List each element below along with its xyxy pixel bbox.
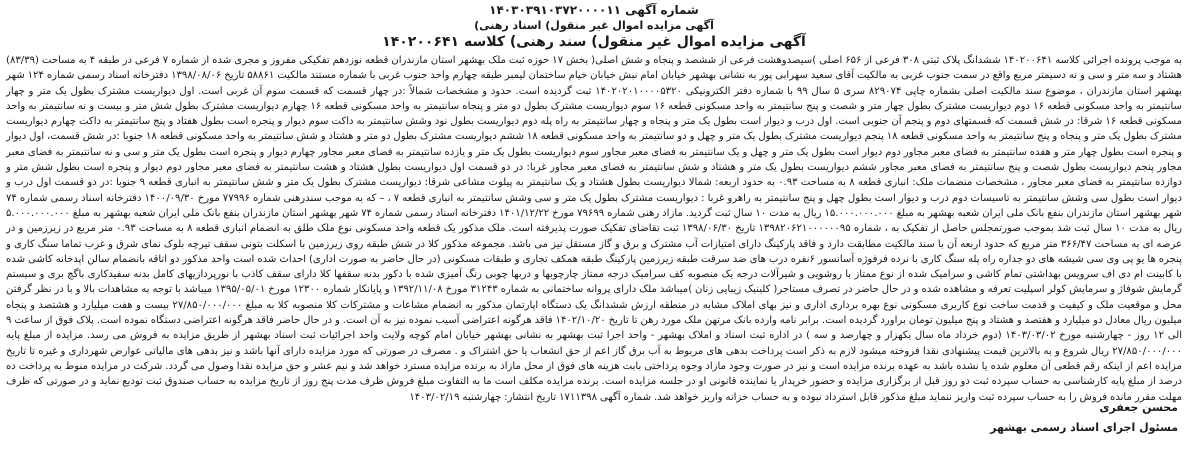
notice-subtitle: آگهی مزایده اموال غیر منقول) اسناد رهنی) [474,19,714,32]
notice-title: آگهی مزایده اموال غیر منقول) سند رهنی) کلاسه ۱۴۰۲۰۰۶۴۱ [382,34,806,50]
signatory-position: مسئول اجرای اسناد رسمی بهشهر [990,421,1178,434]
notice-body: به موجب پرونده اجرائی کلاسه ۱۴۰۲۰۰۶۴۱ ششدانگ پلاک ثبتی ۳۰۸ فرعی از ۶۵۶ اصلی )سیصدوهشت فرعی از ششصد و پنجاه و شش اصلی( بخش ۱۷ حوزه ثبت ملک بهشهر استان مازندران قطعه نوزدهم تفکیکی مفروز و مجری شده از شماره ۷ فرعی در طبقه ۴ به مساحت (۸۳/۳۹) هشتاد و سه متر و سی و نه دسیمتر مربع واقع در سمت جنوب غربی به مالکیت آقای سعید سهرابی پور به نشانی بهشهر خیابان امام نبش خیابان خیام ساختمان لیمبر طبقه چهارم واحد جنوب غربی با شماره مستند مالکیت ۵۸۸۶۱ تاریخ ۱۳۹۸/۰۸/۰۶ دفترخانه اسناد رسمی شماره ۱۲۴ شهر بهشهر استان مازندران ، موضوع سند مالکیت اصلی بشماره چاپی ۸۲۹۰۷۴ سری ۵ سال ۹۹ با شماره دفتر الکترونیکی ۱۴۰۲۰۲۰۱۰۰۰۰۵۳۲۰ ثبت گردیده است. حدود و مشخصات شمالاً :در چهار قسمت که قسمت سوم آن غربی است. اول دیواریست مشترک بطول یک متر و چهار سانتیمتر به واحد مسکونی قطعه ۱۶ دوم دیواریست مشترک بطول چهار متر و شصت و پنج سانتیمتر به واحد مسکونی قطعه ۱۶ سوم دیواریست مشترک بطول دو متر و پنجاه سانتیمتر به واحد مسکونی قطعه ۱۶ چهارم دیواریست مشترک بطول شش متر و بیست و نه سانتیمتر به واحد مسکونی قطعه ۱۶ شرقا: در شش قسمت که قسمتهای دوم و پنجم آن جنوبی است. اول درب و دیوار است بطول یک متر و پنجاه و چهار سانتیمتر به راه پله دوم دیواریست بطول نود وشش سانتیمتر به داکت سوم دیوار و پنجره است بطول هفتاد و پنج سانتیمتر به داکت چهارم دیواریست مشترک بطول یک متر و پنجاه و پنج سانتیمتر به واحد مسکونی قطعه ۱۸ پنجم دیواریست مشترک بطول یک متر و چهل و دو سانتیمتر به واحد مسکونی قطعه ۱۸ ششم دیواریست مشترک بطول دو متر و هشتاد و شش سانتیمتر به واحد مسکونی قطعه ۱۸ جنوبا :در شش قسمت، اول دیوار و پنجره است بطول چهار متر و هفده سانتیمتر به فضای معبر مجاور دوم دیوار است بطول یک متر و چهل و یک سانتیمتر به فضای معبر مجاور سوم دیواریست بطول یک متر و یازده سانتیمتر به فضای معبر مجاور چهارم دیوار و پنجره است بطول یک متر و سی و نه سانتیمتر به فضای معبر مجاور پنجم دیواریست بطول شصت و پنج سانتیمتر به فضای معبر مجاور ششم دیواریست بطول یک متر و هشتاد و شش سانتیمتر به فضای معبر مجاور غربا: در دو قسمت اول دیواریست بطول هشتاد و هشت سانتیمتر به فضای معبر مجاور دوم دیوار و پنجره است بطول شش متر و دوازده سانتیمتر به فضای معبر مجاور ، مشخصات منضمات ملک: انباری قطعه ۸ به مساحت ۰.۹۳ به حدود اربعه: شمالا دیواریست بطول هشتاد و یک سانتیمتر به پیلوت مشاعی شرقا: دیواریست مشترک بطول یک متر و شش سانتیمتر به انباری قطعه ۹ جنوبا :در دو قسمت اول درب و دیوار است بطول سی وشش سانتیمتر به تاسیسات دوم درب و دیوار است بطول چهل و پنج سانتیمتر به راهرو غربا : دیواریست مشترک بطول یک متر و سی وشش سانتیمتر به انباری قطعه ۷ ، – که به موجب سندرهنی شماره ۷۷۹۹۶ مورخ ۱۴۰۰/۰۹/۳۰ دفترخانه اسناد رسمی شماره ۷۴ شهر بهشهر استان مازندران بنفع بانک ملی ایران شعبه بهشهر به مبلغ ۱۵.۰۰۰.۰۰۰.۰۰۰ ریال به مدت ۱۰ سال ثبت گردید. مازاد رهنی شماره ۷۹۶۹۹ مورخ ۱۴۰۱/۱۲/۲۲ دفترخانه اسناد رسمی شماره ۷۴ شهر بهشهر استان مازندران بنفع بانک ملی ایران شعبه بهشهر به مبلغ ۵.۰۰۰.۰۰۰.۰۰۰ ریال به مدت ۱۰ سال ثبت شد بموجب صورتمجلس حاصل از تفکیک به ، شماره ۱۳۹۸۲۰۶۲۱۰۰۰۰۰۰۹۵ تاریخ ۱۳۹۸/۰۶/۳۰ ثبت تقاضای تفکیک صورت پذیرفته است. ملک مذکور یک قطعه واحد مسکونی نوع ملک طلق به انضمام انباری قطعه ۸ به مساحت ۰.۹۳ متر مربع در زیرزمین و در عرصه ای به مساحت ۳۶۶/۴۷ متر مربع که حدود اربعه آن با سند مالکیت مطابقت دارد و فاقد پارکینگ دارای امتیازات آب مشترک و برق و گاز مستقل نیز می باشد. مجموعه مذکور کلا در شش طبقه روی زیرزمین با اسکلت بتونی سقف تیرچه بلوک نمای شرق و غرب تماما سنگ کاری و پنجره ها یو پی وی سی شیشه های دو جداره راه پله سنگ کاری با نرده فرفوژه آسانسور ۶نفره درب های ضد سرقت طبقه زیرزمین پارکینگ طبقه همکف تجاری و طبقات مسکونی (در حال حاضر به صورت اداری) احداث شده است واحد مذکور دو اتاقه بانضمام سالن اپدخانه کاشی شده با کابینت ام دی اف سرویس بهداشتی تمام کاشی و سرامیک شده از نوع ممتاز با روشویی و شیرآلات درجه یک منصوبه کف سرامیک درجه ممتاز چارچوبها و دربها چوبی رنگ آمیزی شده با دکور بدنه سقفها کلا دارای سقف کاذب با نورپردازیهای کامل بدنه سفیدکاری باگچ بری و سیستم گرمایش شوفاژ و سرمایش کولر اسپلیت تعرفه و مشاهده شده و در حال حاضر در تصرف مستاجر( کلینیک زیبایی زنان )میباشد ملک دارای پروانه ساختمانی به شماره ۳۱۲۴۳ مورخ ۱۳۹۲/۱۱/۰۸ و پایانکار شماره ۱۲۳۰۰ مورخ ۱۳۹۵/۰۵/۰۱ میباشد با توجه به مشاهدات بالا و با در نظر گرفتن محل و موقعیت ملک و کیفیت و قدمت ساخت نوع کاربری مسکونی نوع بهره برداری اداری و نیز بهای املاک مشابه در منطقه ارزش ششدانگ یک دستگاه اپارتمان مذکور به انضمام مشاعات و مشترکات کلا منصوبه کلا به مبلغ ۲۷/۸۵۰/۰۰۰/۰۰۰ بیست و هفت میلیارد و هشتصد و پنجاه میلیون ریال معادل دو میلیارد و هفتصد و هشتاد و پنج میلیون تومان براورد گردیده است. برابر نامه وارده بانک مرتهن ملک مورد رهن تا تاریخ ۱۴۰۲/۱۰/۲۰ فاقد هرگونه اعتراضی آسیب نموده نیز به آن است. و در حال حاضر فاقد هرگونه اعتراضی دستگاه نموده است. پلاک فوق از ساعت ۹ الی ۱۲ روز - چهارشنبه مورخ ۱۴۰۳/۰۳/۰۲ (دوم خرداد ماه سال یکهزار و چهارصد و سه ) در اداره ثبت اسناد و املاک بهشهر - واحد اجرا ثبت بهشهر به نشانی بهشهر خیابان امام کوچه ولایت واحد اجرائیات ثبت اسناد بهشهر از طریق مزایده به فروش می رسد. مزایده از مبلغ پایه ۲۷/۸۵۰/۰۰۰/۰۰۰ ریال شروع و به بالاترین قیمت پیشنهادی نقدا فروخته میشود لازم به ذکر است پرداخت بدهی های مربوط به آب برق گاز اعم از حق انشعاب یا حق اشتراک و . مصرف در صورتی که مورد مزایده دارای آنها باشد و نیز بدهی های مالیاتی عوارض شهرداری و غیره تا تاریخ مزایده اعم از اینکه رقم قطعی آن معلوم شده یا نشده باشد به عهده برنده مزایده است و نیز در صورت وجود مازاد وجوه پرداختی بابت هزینه های فوق از محل مازاد به برنده مزایده مسترد خواهد شد و نیم عشر و حق مزایده نقدا وصول می گردد. شرکت در مزایده منوط به پرداخت ده درصد از مبلغ پایه کارشناسی به حساب سپرده ثبت دو روز قبل از برگزاری مزایده و حضور خریدار یا نماینده قانونی او در جلسه مزایده است. برنده مزایده مکلف است ما به التفاوت مبلغ فروش ظرف مدت پنج روز از تاریخ مزایده به حساب صندوق ثبت تودیع نماید و در صورتی که ظرف مهلت مقرر مانده فروش را به حساب سپرده ثبت واریز ننماید مبلغ مذکور قابل استرداد نبوده و به حساب خزانه واریز خواهد شد. شماره آگهی ۱۷۱۱۳۹۸ تاریخ انتشار: چهارشنبه ۱۴۰۳/۰۲/۱۹ [6,55,1183,403]
signatory-name: محسن جعفری [1099,401,1178,414]
notice-number: شماره آگهی ۱۴۰۳۰۳۹۱۰۳۷۲۰۰۰۰۱۱ [489,3,699,17]
signature-block [990,398,1178,438]
